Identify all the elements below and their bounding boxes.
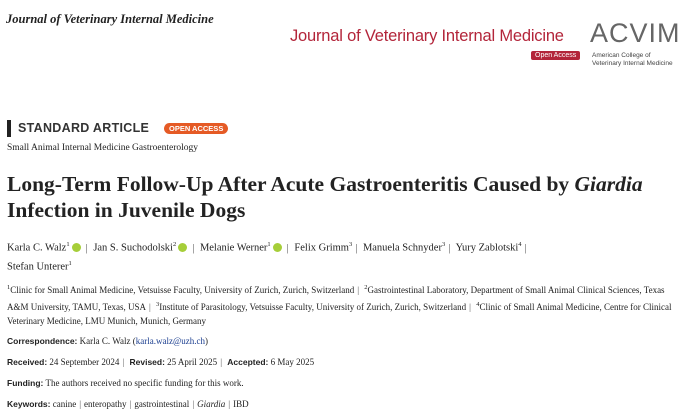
funding [7, 378, 244, 388]
affiliation-sup: 4 [476, 300, 480, 308]
affiliation-text: Institute of Parasitology, Vetsuisse Faculty, University of Zurich, Zurich, Switzerland [159, 301, 467, 312]
author-sup: 4 [518, 241, 522, 248]
author-name[interactable]: Felix Grimm [294, 242, 349, 254]
author-name[interactable]: Yury Zablotski [455, 242, 519, 254]
separator: | [469, 301, 471, 312]
affiliation-text: Clinic of Small Animal Medicine, Centre for Clinical Veterinary Medicine, LMU Munich, Munich, Germany [7, 301, 672, 326]
separator: | [228, 399, 231, 409]
keyword[interactable]: gastrointestinal [134, 399, 190, 409]
logo-journal-name: Journal of Veterinary Internal Medicine [290, 27, 564, 45]
correspondence-close: ) [204, 336, 208, 346]
affiliation-sup: 1 [7, 284, 11, 291]
separator: | [79, 399, 82, 409]
open-access-badge[interactable]: OPEN ACCESS [164, 123, 228, 134]
history-dates [7, 357, 314, 367]
orcid-icon[interactable] [178, 243, 187, 252]
received-label: Received: [7, 357, 48, 367]
logo-open-access: Open Access [531, 51, 580, 60]
orcid-icon[interactable] [273, 243, 282, 252]
article-title [7, 171, 677, 223]
keywords [7, 399, 249, 409]
author-sup: 3 [441, 241, 446, 248]
title-part1: Long-Term Follow-Up After Acute Gastroenteritis Caused by [7, 172, 575, 196]
logo-org-line1: American College of [592, 52, 651, 59]
author-name[interactable]: Karla C. Walz [7, 242, 67, 254]
author-name[interactable]: Melanie Werner [199, 242, 268, 254]
title-part2: Infection in Juvenile Dogs [7, 198, 246, 222]
correspondence-label: Correspondence: [7, 336, 78, 346]
author-list [7, 237, 677, 274]
article-section: Small Animal Internal Medicine Gastroenterology [7, 143, 199, 153]
affiliation-sup: 3 [156, 300, 160, 308]
keyword[interactable]: canine [52, 399, 77, 409]
separator: | [220, 357, 222, 367]
affiliation-text: Gastrointestinal Laboratory, Department of Small Animal Clinical Sciences, Texas A&M University, TAMU, Texas, USA [7, 285, 665, 312]
author-name[interactable]: Stefan Unterer [7, 261, 69, 272]
keywords-label: Keywords: [7, 399, 51, 409]
keyword[interactable]: enteropathy [84, 399, 127, 409]
running-title: Journal of Veterinary Internal Medicine [6, 12, 214, 26]
separator: | [286, 242, 289, 254]
funding-label: Funding: [7, 378, 44, 388]
author-sup: 1 [68, 259, 72, 267]
keyword[interactable]: IBD [233, 399, 249, 409]
orcid-icon[interactable] [72, 243, 81, 252]
separator: | [192, 399, 195, 409]
logo-org-name [592, 52, 673, 68]
separator: | [192, 242, 195, 254]
journal-logo[interactable] [290, 18, 683, 78]
revised-date: 25 April 2025 [167, 357, 218, 367]
separator: | [355, 242, 358, 254]
author-sup: 1 [66, 241, 70, 248]
logo-acvim: ACVIM [590, 18, 681, 48]
author-sup: 1 [267, 241, 271, 248]
received-date: 24 September 2024 [49, 357, 120, 367]
separator: | [448, 242, 451, 254]
correspondence-email-link[interactable]: karla.walz@uzh.ch [135, 336, 205, 346]
article-type: STANDARD ARTICLE [18, 121, 150, 135]
keyword[interactable]: Giardia [197, 399, 226, 409]
author-name[interactable]: Jan S. Suchodolski [93, 242, 173, 254]
affiliation-sup: 2 [364, 284, 368, 291]
separator: | [148, 301, 151, 312]
article-type-bar [7, 120, 11, 137]
accepted-date: 6 May 2025 [270, 357, 315, 367]
separator: | [524, 242, 527, 254]
title-italic: Giardia [574, 172, 643, 196]
revised-label: Revised: [129, 357, 165, 367]
accepted-label: Accepted: [227, 357, 269, 367]
separator: | [129, 399, 132, 409]
funding-text: The authors received no specific funding for this work. [45, 378, 244, 388]
separator: | [357, 285, 360, 295]
affiliation-text: Clinic for Small Animal Medicine, Vetsuisse Faculty, University of Zurich, Zurich, Switzerland [10, 285, 355, 295]
separator: | [85, 242, 88, 254]
author-sup: 2 [172, 241, 177, 248]
correspondence-name: Karla C. Walz ( [79, 336, 136, 346]
author-name[interactable]: Manuela Schnyder [362, 242, 442, 254]
separator: | [122, 357, 125, 367]
author-sup: 3 [348, 241, 353, 248]
affiliations [7, 281, 677, 329]
logo-org-line2: Veterinary Internal Medicine [592, 60, 673, 67]
correspondence [7, 336, 208, 346]
